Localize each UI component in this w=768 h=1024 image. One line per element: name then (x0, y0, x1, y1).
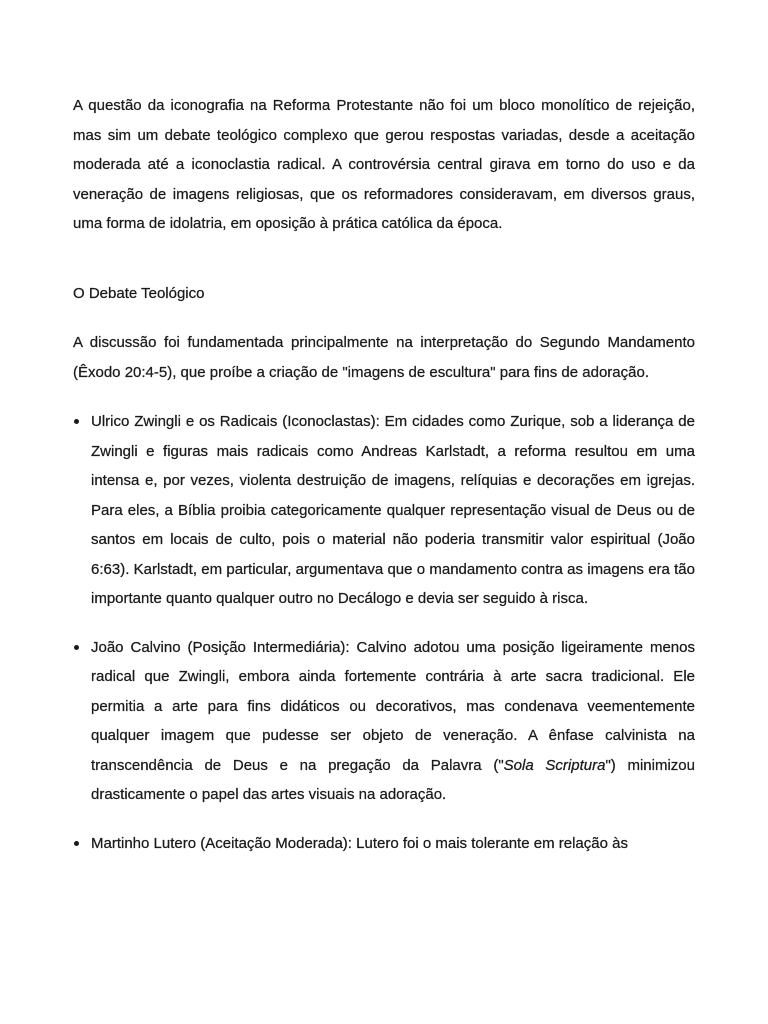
bullet-list (73, 407, 695, 858)
list-item-emphasis: Sola Scriptura (503, 756, 606, 774)
bullet-icon (74, 841, 79, 846)
list-item-text-after: ") minimizou drasticamente o papel das artes visuais na adoração. (91, 756, 695, 803)
list-item-text (91, 633, 695, 810)
intro-paragraph: A questão da iconografia na Reforma Protestante não foi um bloco monolítico de rejeição, mas sim um debate teológico complexo que gerou respostas variadas, desde a aceitação moderada até a iconoclastia radical. A controvérsia central girava em torno do uso e da veneração de imagens religiosas, que os reformadores consideravam, em diversos graus, uma forma de idolatria, em oposição à prática católica da época. (73, 97, 695, 232)
document-page (73, 91, 695, 877)
bullet-icon (74, 419, 79, 424)
list-item (73, 633, 695, 810)
list-item (73, 829, 695, 859)
section-lead-paragraph: A discussão foi fundamentada principalmente na interpretação do Segundo Mandamento (Êxodo 20:4-5), que proíbe a criação de "imagens de escultura" para fins de adoração. (73, 334, 695, 381)
bullet-icon (74, 645, 79, 650)
section-heading: O Debate Teológico (73, 284, 205, 302)
list-item-text-before: João Calvino (Posição Intermediária): Calvino adotou uma posição ligeiramente menos radical que Zwingli, embora ainda fortemente contrária à arte sacra tradicional. Ele permitia a arte para fins didáticos ou decorativos, mas condenava veementemente qualquer imagem que pudesse ser objeto de veneração. A ênfase calvinista na transcendência de Deus e na pregação da Palavra (" (91, 638, 695, 774)
list-item-text: Ulrico Zwingli e os Radicais (Iconoclastas): Em cidades como Zurique, sob a liderança de Zwingli e figuras mais radicais como Andreas Karlstadt, a reforma resultou em uma intensa e, por vezes, violenta destruição de imagens, relíquias e decorações em igrejas. Para eles, a Bíblia proibia categoricamente qualquer representação visual de Deus ou de santos em locais de culto, pois o material não poderia transmitir valor espiritual (João 6:63). Karlstadt, em particular, argumentava que o mandamento contra as imagens era tão importante quanto qualquer outro no Decálogo e devia ser seguido à risca. (91, 413, 695, 607)
list-item (73, 407, 695, 614)
list-item-text: Martinho Lutero (Aceitação Moderada): Lutero foi o mais tolerante em relação às (91, 834, 628, 852)
